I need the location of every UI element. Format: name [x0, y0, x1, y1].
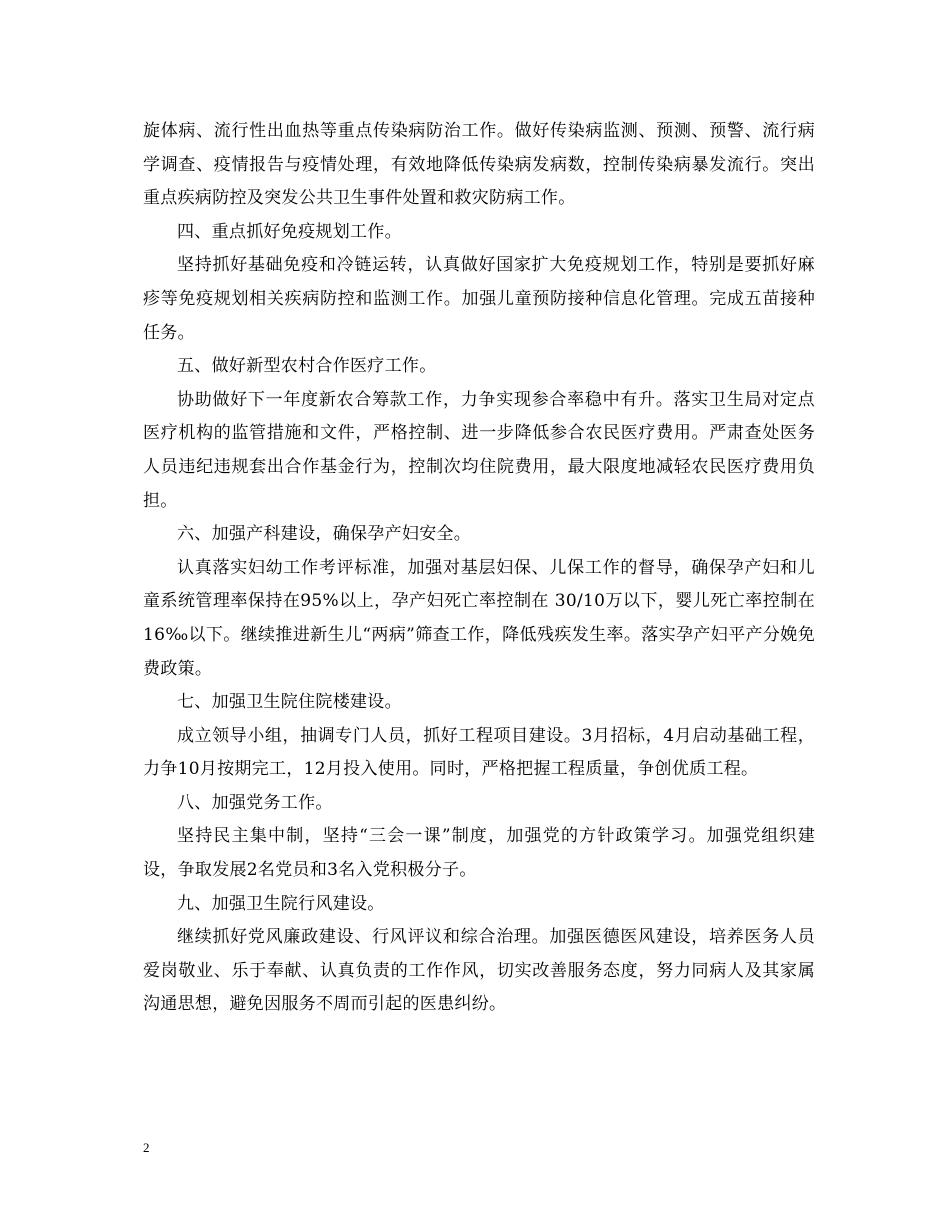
body-paragraph: 七、加强卫生院住院楼建设。	[177, 692, 402, 713]
document-body	[143, 115, 815, 1022]
body-paragraph: 六、加强产科建设，确保孕产妇安全。	[177, 524, 472, 545]
body-paragraph: 坚持民主集中制，坚持“三会一课”制度，加强党的方针政策学习。加强党组织建设，争取发展2名党员和3名入党积极分子。	[143, 826, 815, 881]
body-paragraph: 五、做好新型农村合作医疗工作。	[177, 356, 437, 377]
page-number: 2	[143, 1140, 150, 1155]
body-paragraph: 认真落实妇幼工作考评标准，加强对基层妇保、儿保工作的督导，确保孕产妇和儿童系统管理率保持在95%以上，孕产妇死亡率控制在 30/10万以下，婴儿死亡率控制在16‰以下。继续推进新生儿“两病”筛查工作，降低残疾发生率。落实孕产妇平产分娩免费政策。	[143, 557, 815, 679]
body-paragraph: 四、重点抓好免疫规划工作。	[177, 221, 402, 242]
body-paragraph: 九、加强卫生院行风建设。	[177, 893, 385, 914]
body-paragraph: 协助做好下一年度新农合筹款工作，力争实现参合率稳中有升。落实卫生局对定点医疗机构的监管措施和文件，严格控制、进一步降低参合农民医疗费用。严肃查处医务人员违纪违规套出合作基金行为，控制次均住院费用，最大限度地减轻农民医疗费用负担。	[143, 389, 815, 511]
body-paragraph: 坚持抓好基础免疫和冷链运转，认真做好国家扩大免疫规划工作，特别是要抓好麻疹等免疫规划相关疾病防控和监测工作。加强儿童预防接种信息化管理。完成五苗接种任务。	[143, 255, 815, 343]
body-paragraph: 继续抓好党风廉政建设、行风评议和综合治理。加强医德医风建设，培养医务人员爱岗敬业、乐于奉献、认真负责的工作作风，切实改善服务态度，努力同病人及其家属沟通思想，避免因服务不周而引起的医患纠纷。	[143, 927, 815, 1015]
body-paragraph: 成立领导小组，抽调专门人员，抓好工程项目建设。3月招标，4月启动基础工程，力争10月按期完工，12月投入使用。同时，严格把握工程质量，争创优质工程。	[143, 725, 815, 780]
body-paragraph: 八、加强党务工作。	[177, 792, 333, 813]
body-paragraph: 旋体病、流行性出血热等重点传染病防治工作。做好传染病监测、预测、预警、流行病学调查、疫情报告与疫情处理，有效地降低传染病发病数，控制传染病暴发流行。突出重点疾病防控及突发公共卫生事件处置和救灾防病工作。	[143, 121, 815, 209]
